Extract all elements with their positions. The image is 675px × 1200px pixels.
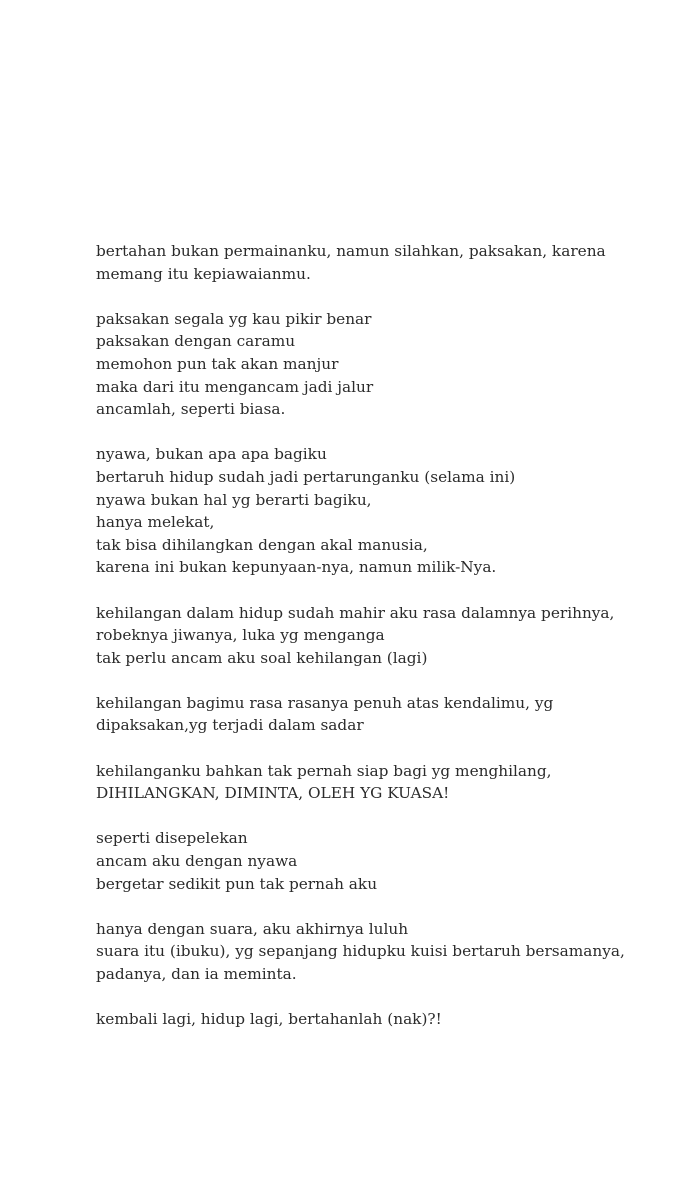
- stanza: [96, 602, 656, 670]
- poem-line: DIHILANGKAN, DIMINTA, OLEH YG KUASA!: [96, 784, 450, 803]
- stanza: [96, 443, 656, 579]
- poem-line: hanya dengan suara, aku akhirnya luluh: [96, 919, 409, 938]
- stanza: [96, 1008, 656, 1031]
- poem-line: kehilangan dalam hidup sudah mahir aku rasa dalamnya perihnya,: [96, 603, 615, 622]
- poem-line: hanya melekat,: [96, 513, 215, 532]
- poem-line: dipaksakan,yg terjadi dalam sadar: [96, 716, 364, 735]
- poem-line: kehilangan bagimu rasa rasanya penuh atas kendalimu, yg: [96, 693, 554, 712]
- poem-line: ancamlah, seperti biasa.: [96, 400, 286, 419]
- poem-line: bertaruh hidup sudah jadi pertarunganku (selama ini): [96, 467, 516, 486]
- poem-line: memang itu kepiawaianmu.: [96, 264, 311, 283]
- poem-line: suara itu (ibuku), yg sepanjang hidupku kuisi bertaruh bersamanya,: [96, 942, 625, 961]
- poem-line: ancam aku dengan nyawa: [96, 852, 298, 871]
- poem-line: paksakan segala yg kau pikir benar: [96, 309, 372, 328]
- poem-line: seperti disepelekan: [96, 829, 248, 848]
- poem-line: tak bisa dihilangkan dengan akal manusia,: [96, 535, 428, 554]
- stanza: [96, 760, 656, 805]
- poem-line: bergetar sedikit pun tak pernah aku: [96, 874, 378, 893]
- poem-line: robeknya jiwanya, luka yg menganga: [96, 626, 385, 645]
- stanza: [96, 308, 656, 421]
- stanza: [96, 918, 656, 986]
- poem-line: tak perlu ancam aku soal kehilangan (lagi): [96, 648, 428, 667]
- poem-line: nyawa bukan hal yg berarti bagiku,: [96, 490, 372, 509]
- stanza: [96, 240, 656, 285]
- poem-line: karena ini bukan kepunyaan-nya, namun milik-Nya.: [96, 558, 497, 577]
- poem-line: bertahan bukan permainanku, namun silahkan, paksakan, karena: [96, 242, 606, 260]
- stanza: [96, 827, 656, 895]
- poem-line: kembali lagi, hidup lagi, bertahanlah (nak)?!: [96, 1010, 442, 1029]
- poem-line: paksakan dengan caramu: [96, 332, 296, 351]
- poem-line: maka dari itu mengancam jadi jalur: [96, 377, 374, 396]
- poem-line: nyawa, bukan apa apa bagiku: [96, 445, 327, 464]
- poem-line: memohon pun tak akan manjur: [96, 354, 339, 373]
- poem-line: padanya, dan ia meminta.: [96, 965, 297, 983]
- stanza: [96, 692, 656, 737]
- poem-line: kehilanganku bahkan tak pernah siap bagi yg menghilang,: [96, 761, 552, 780]
- poem-text: [96, 240, 656, 1053]
